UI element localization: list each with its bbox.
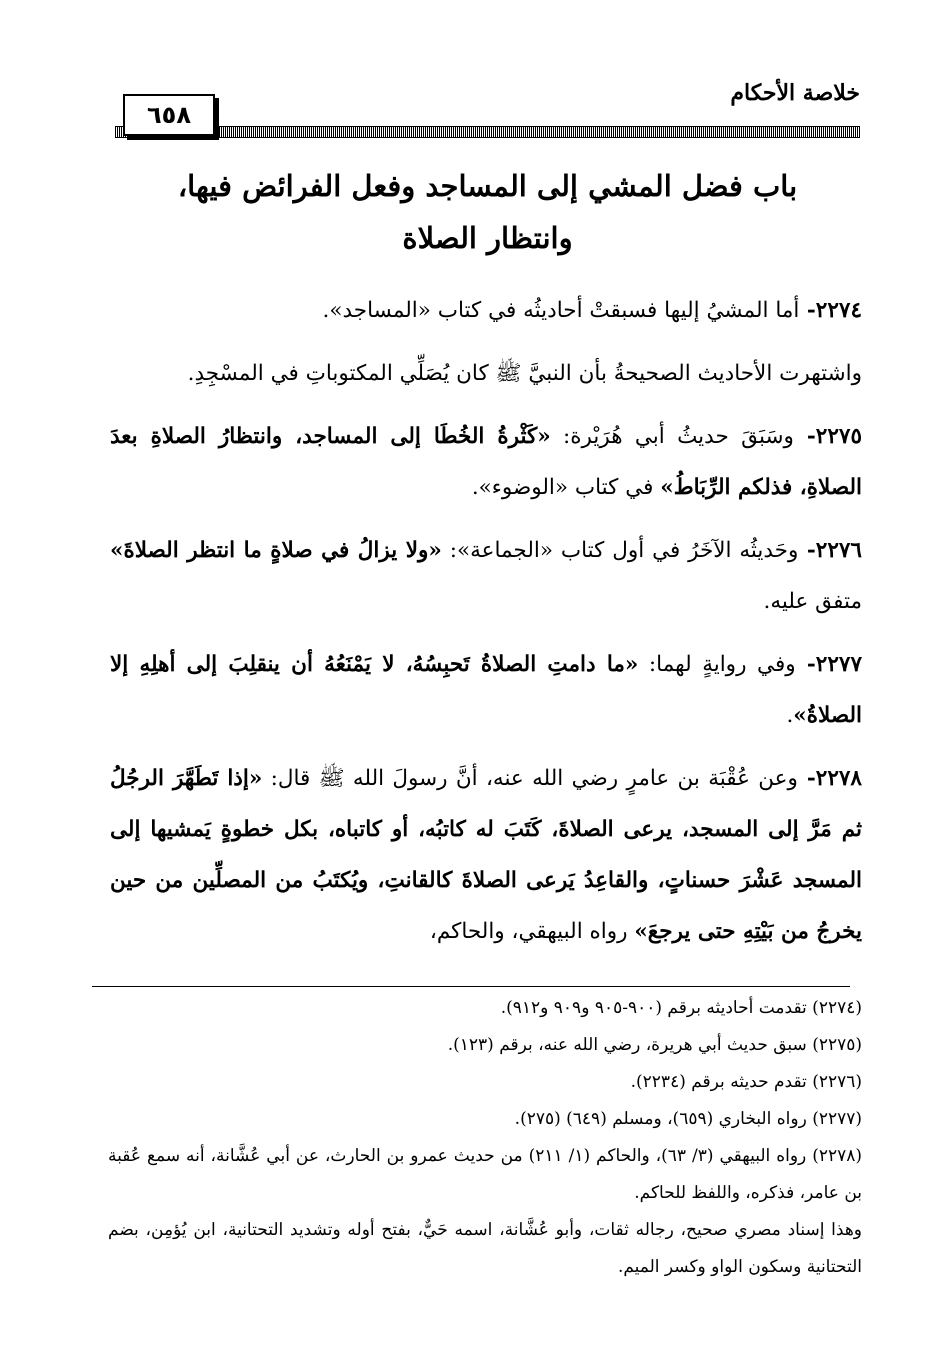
paragraph-intro: وسَبَقَ حديثُ أبي هُرَيْرة: bbox=[550, 424, 794, 449]
footnotes bbox=[108, 990, 862, 1286]
footnote-2277: (٢٢٧٧) رواه البخاري (٦٥٩)، ومسلم (٦٤٩) (٢٧٥). bbox=[514, 1109, 862, 1129]
footnote-2276: (٢٢٧٦) تقدم حديثه برقم (٢٢٣٤). bbox=[630, 1072, 862, 1092]
page-header bbox=[115, 80, 860, 140]
footnote-2274: (٢٢٧٤) تقدمت أحاديثه برقم (٩٠٠-٩٠٥ و٩٠٩ و٩١٢). bbox=[500, 998, 862, 1018]
page-number: ٦٥٨ bbox=[123, 94, 215, 136]
footnote-divider bbox=[92, 986, 850, 987]
chapter-title-line-2: وانتظار الصلاة bbox=[402, 221, 573, 255]
paragraph-outro: . bbox=[786, 703, 794, 728]
hadith-number: ٢٢٧٥- bbox=[793, 424, 862, 449]
hadith-number: ٢٢٧٦- bbox=[798, 538, 862, 563]
hadith-quote: «كَثْرةُ الخُطَا إلى المساجد، وانتظارُ الصلاةِ بعدَ الصلاةِ، فذلكم الرِّبَاطُ» bbox=[110, 424, 862, 500]
chapter-title-line-1: باب فضل المشي إلى المساجد وفعل الفرائض فيها، bbox=[177, 169, 798, 203]
hadith-number: ٢٢٧٨- bbox=[797, 766, 862, 791]
footnote-2278: (٢٢٧٨) رواه البيهقي (٣/ ٦٣)، والحاكم (١/ ٢١١) من حديث عمرو بن الحارث، عن أبي عُشَّانة، أنه سمع عُقبة بن عامر، فذكره، واللفظ للحاكم. bbox=[108, 1146, 863, 1203]
main-text bbox=[110, 285, 862, 969]
paragraph-intro: وحَديثُه الآخَرُ في أول كتاب «الجماعة»: bbox=[441, 538, 799, 563]
paragraph-outro: في كتاب «الوضوء». bbox=[471, 475, 661, 500]
hadith-quote: «إذا تَطَهَّرَ الرجُلُ ثم مَرَّ إلى المسجد، يرعى الصلاةَ، كَتَبَ له كاتبُه، أو كاتباه، بكل خطوةٍ يَمشيها إلى المسجد عَشْرَ حسناتٍ، والقاعِدُ يَرعى الصلاةَ كالقانتِ، ويُكتَبُ من المصلِّين من حين يخرجُ من بَيْتِهِ حتى يرجعَ» bbox=[110, 766, 862, 944]
running-title: خلاصة الأحكام bbox=[730, 80, 860, 106]
paragraph-2275 bbox=[110, 411, 862, 513]
chapter-title bbox=[115, 160, 860, 264]
hadith-quote: «ما دامتِ الصلاةُ تَحبِسُهُ، لا يَمْنَعُهُ أن ينقلِبَ إلى أهلِهِ إلا الصلاةُ» bbox=[110, 652, 862, 728]
paragraph-text: واشتهرت الأحاديث الصحيحةُ بأن النبيَّ ﷺ كان يُصَلِّي المكتوباتِ في المسْجِدِ. bbox=[187, 361, 862, 386]
paragraph-2276 bbox=[110, 525, 862, 627]
paragraph-note bbox=[110, 348, 862, 399]
paragraph-intro: وعن عُقْبَة بن عامرٍ رضي الله عنه، أنَّ رسولَ الله ﷺ قال: bbox=[262, 766, 798, 791]
paragraph-text: أما المشيُ إليها فسبقتْ أحاديثُه في كتاب «المساجد». bbox=[322, 298, 800, 323]
hadith-quote: «ولا يزالُ في صلاةٍ ما انتظر الصلاةَ» bbox=[110, 538, 442, 563]
header-rule bbox=[115, 126, 860, 138]
footnote-2278-continuation: وهذا إسناد مصري صحيح، رجاله ثقات، وأبو عُشَّانة، اسمه حَيٌّ، بفتح أوله وتشديد التحتانية، ابن يُؤمِن، بضم التحتانية وسكون الواو وكسر الميم. bbox=[108, 1220, 862, 1277]
paragraph-2278 bbox=[110, 753, 862, 957]
paragraph-outro: متفق عليه. bbox=[763, 589, 862, 614]
footnote-2275: (٢٢٧٥) سبق حديث أبي هريرة، رضي الله عنه، برقم (١٢٣). bbox=[447, 1035, 862, 1055]
paragraph-intro: وفي روايةٍ لهما: bbox=[638, 652, 796, 677]
paragraph-2274 bbox=[110, 285, 862, 336]
paragraph-outro: رواه البيهقي، والحاكم، bbox=[429, 919, 635, 944]
hadith-number: ٢٢٧٤- bbox=[799, 298, 862, 323]
hadith-number: ٢٢٧٧- bbox=[795, 652, 862, 677]
paragraph-2277 bbox=[110, 639, 862, 741]
